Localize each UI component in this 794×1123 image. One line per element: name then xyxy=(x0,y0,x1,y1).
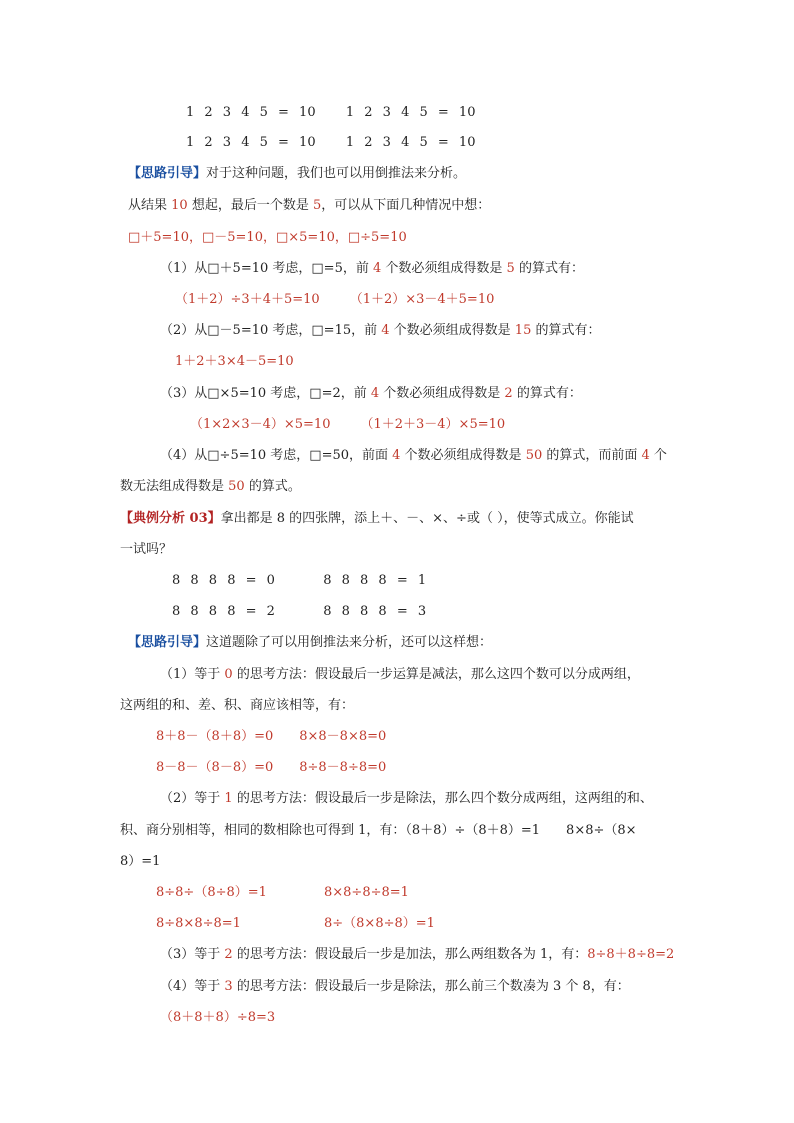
number: 2 xyxy=(224,947,233,962)
text-segment: （2）从□－5=10 考虑，□=15，前 xyxy=(160,323,382,338)
eights-row-2 xyxy=(172,603,426,621)
number: 15 xyxy=(514,323,532,338)
number: 3 xyxy=(224,979,233,994)
method-4-equation: （8＋8＋8）÷8=3 xyxy=(160,1010,276,1025)
text-segment: （3）从□×5=10 考虑，□=2，前 xyxy=(160,386,371,401)
number: 0 xyxy=(224,667,233,682)
text-segment: 从结果 xyxy=(128,198,172,213)
example-03-paragraph xyxy=(120,510,634,528)
equation: 8－8－（8－8）=0 xyxy=(156,760,274,775)
equation: 8×8÷8÷8=1 xyxy=(324,885,409,900)
method-2-continuation-2: 8）=1 xyxy=(120,854,161,869)
equation-left: 1 2 3 4 5 = 10 xyxy=(186,135,316,150)
case-1-equations xyxy=(175,291,494,309)
equation-left: 8 8 8 8 = 0 xyxy=(172,573,275,588)
text-segment: （4）从□÷5=10 考虑，□=50，前面 xyxy=(160,448,393,463)
equation: 8÷（8×8÷8）=1 xyxy=(324,916,435,931)
number: 4 xyxy=(381,323,390,338)
start-line xyxy=(128,197,490,215)
equation: 8÷8×8÷8=1 xyxy=(156,916,241,931)
method-2-equations-b xyxy=(156,915,435,933)
example-03-continuation: 一试吗？ xyxy=(120,542,173,557)
equation-left: 8 8 8 8 = 2 xyxy=(172,604,275,619)
text-segment: （2）等于 xyxy=(160,791,225,806)
method-1-line xyxy=(160,666,640,684)
hint-tag: 【思路引导】 xyxy=(128,635,207,650)
method-2-continuation: 积、商分别相等，相同的数相除也可得到 1，有：（8＋8）÷（8＋8）=1 8×8÷（8× xyxy=(120,823,637,838)
four-cases-line: □＋5=10，□－5=10，□×5=10，□÷5=10 xyxy=(128,230,407,245)
equation: 8×8－8×8=0 xyxy=(299,729,387,744)
example-tag: 【典例分析 03】 xyxy=(120,511,221,526)
text-segment: ，可以从下面几种情况中想： xyxy=(321,198,491,213)
number: 1 xyxy=(224,791,233,806)
text-segment: 的思考方法：假设最后一步是加法，那么两组数各为 1，有： xyxy=(232,947,588,962)
method-1-equations-a xyxy=(156,728,386,746)
case-1-line xyxy=(160,260,584,278)
equation: 8＋8－（8＋8）=0 xyxy=(156,729,274,744)
equation-row-1 xyxy=(186,104,475,122)
equation: （1×2×3－4）×5=10 xyxy=(190,417,331,432)
method-2-equations-a xyxy=(156,884,409,902)
equation-right: 8 8 8 8 = 3 xyxy=(323,604,427,619)
number: 50 xyxy=(525,448,543,463)
text-segment: 的算式有： xyxy=(531,323,601,338)
number: 4 xyxy=(392,448,401,463)
number: 4 xyxy=(370,386,380,401)
hint-text: 这道题除了可以用倒推法来分析，还可以这样想： xyxy=(206,635,493,650)
text-segment: 的思考方法：假设最后一步运算是减法，那么这四个数可以分成两组， xyxy=(232,667,640,682)
text-segment: 的思考方法：假设最后一步是除法，那么前三个数凑为 3 个 8，有： xyxy=(232,979,630,994)
text-segment: （1）从□＋5=10 考虑，□=5，前 xyxy=(160,261,373,276)
equation-right: 1 2 3 4 5 = 10 xyxy=(345,135,476,150)
equation-row-2 xyxy=(186,134,475,152)
number: 2 xyxy=(504,386,513,401)
text-segment: 的算式有： xyxy=(512,386,582,401)
equation: 8÷8÷（8÷8）=1 xyxy=(156,885,267,900)
text-segment: 个数必须组成得数是 xyxy=(381,261,507,276)
equation: 8÷8＋8÷8=2 xyxy=(587,947,675,962)
eights-row-1 xyxy=(172,572,426,590)
case-4-continuation xyxy=(120,478,301,496)
number: 50 xyxy=(228,479,245,494)
equation: 8÷8－8÷8=0 xyxy=(299,760,387,775)
text-segment: 的算式，而前面 xyxy=(542,448,642,463)
method-3-line xyxy=(160,946,674,964)
text-segment: （3）等于 xyxy=(160,947,225,962)
text-segment: （1）等于 xyxy=(160,667,225,682)
equation-right: 1 2 3 4 5 = 10 xyxy=(345,105,476,120)
case-3-equations xyxy=(190,416,505,434)
number: 10 xyxy=(171,198,188,213)
number: 4 xyxy=(641,448,650,463)
example-text: 拿出都是 8 的四张牌，添上＋、－、×、÷或（ ），使等式成立。你能试 xyxy=(220,511,634,526)
text-segment: （4）等于 xyxy=(160,979,225,994)
text-segment: 个数必须组成得数是 xyxy=(379,386,505,401)
equation-right: 8 8 8 8 = 1 xyxy=(323,573,427,588)
number: 5 xyxy=(506,261,515,276)
equation: （1＋2）÷3＋4＋5=10 xyxy=(175,292,320,307)
text-segment: 的算式有： xyxy=(514,261,584,276)
method-2-line xyxy=(160,790,653,808)
method-4-line xyxy=(160,978,630,996)
case-2-line xyxy=(160,322,600,340)
text-segment: 的思考方法：假设最后一步是除法，那么四个数分成两组，这两组的和、 xyxy=(232,791,653,806)
equation: （1＋2）×3－4＋5=10 xyxy=(349,292,495,307)
method-1-equations-b xyxy=(156,759,386,777)
text-segment: 想起，最后一个数是 xyxy=(187,198,313,213)
case-3-line xyxy=(160,385,582,403)
case-4-line xyxy=(160,447,667,465)
text-segment: 个数必须组成得数是 xyxy=(389,323,515,338)
hint-paragraph-1 xyxy=(128,165,466,183)
text-segment: 个 xyxy=(649,448,667,463)
text-segment: 数无法组成得数是 xyxy=(120,479,229,494)
equation-left: 1 2 3 4 5 = 10 xyxy=(186,105,316,120)
method-1-continuation: 这两组的和、差、积、商应该相等，有： xyxy=(120,698,355,713)
equation: （1＋2＋3－4）×5=10 xyxy=(360,417,506,432)
text-segment: 个数必须组成得数是 xyxy=(400,448,526,463)
text-segment: 的算式。 xyxy=(244,479,301,494)
hint-tag: 【思路引导】 xyxy=(128,166,207,181)
hint-text: 对于这种问题，我们也可以用倒推法来分析。 xyxy=(206,166,467,181)
number: 4 xyxy=(372,261,382,276)
number: 5 xyxy=(312,198,322,213)
case-2-equation: 1＋2＋3×4－5=10 xyxy=(175,354,294,369)
hint-paragraph-2 xyxy=(128,634,492,652)
